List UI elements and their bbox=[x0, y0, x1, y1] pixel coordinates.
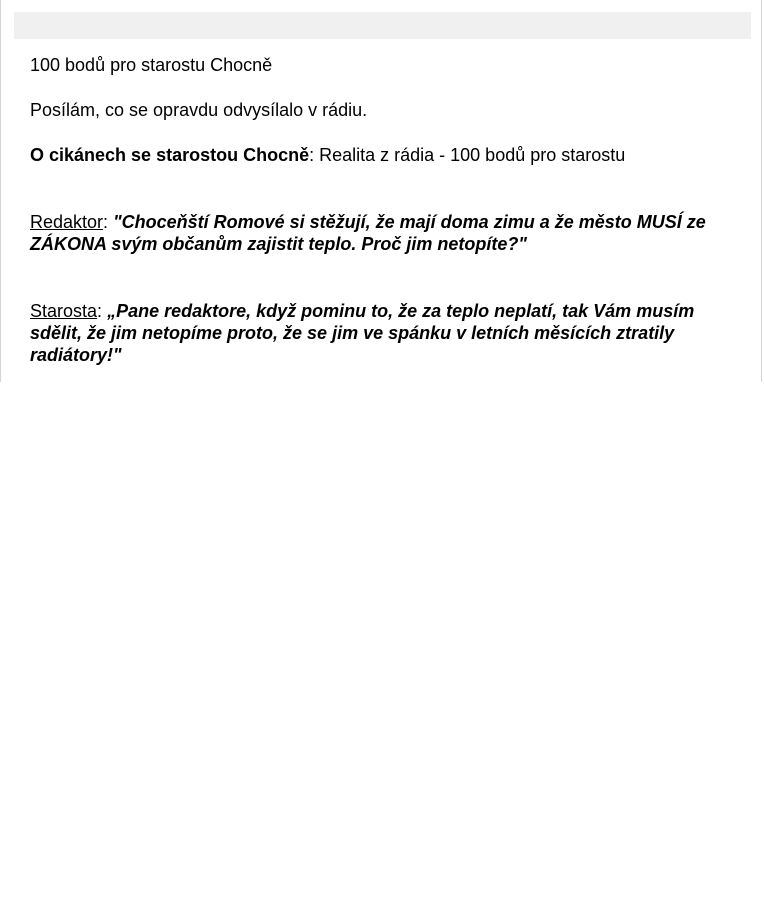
message-header-bar bbox=[14, 12, 751, 39]
starosta-paragraph bbox=[30, 300, 750, 366]
redaktor-paragraph bbox=[30, 211, 750, 255]
starosta-quote: „Pane redaktore, když pominu to, že za teplo neplatí, tak Vám musím sdělit, že jim netopíme proto, že se jim ve spánku v letních měsících ztratily radiátory!" bbox=[30, 301, 695, 365]
starosta-separator: : bbox=[97, 301, 108, 321]
topic-paragraph bbox=[30, 144, 750, 166]
redaktor-quote: "Choceňští Romové si stěžují, že mají doma zimu a že město MUSÍ ze ZÁKONA svým občanům zajistit teplo. Proč jim netopíte?" bbox=[30, 212, 706, 254]
subject-text: 100 bodů pro starostu Chocně bbox=[30, 55, 273, 75]
intro-text: Posílám, co se opravdu odvysílalo v rádiu. bbox=[30, 100, 368, 120]
intro-paragraph bbox=[30, 99, 750, 121]
starosta-label: Starosta bbox=[30, 301, 98, 321]
subject-line bbox=[30, 54, 750, 76]
message-body bbox=[30, 54, 750, 366]
topic-bold-text: O cikánech se starostou Chocně bbox=[30, 145, 310, 165]
redaktor-label: Redaktor bbox=[30, 212, 104, 232]
redaktor-separator: : bbox=[103, 212, 114, 232]
topic-rest-text: : Realita z rádia - 100 bodů pro starostu bbox=[309, 145, 626, 165]
